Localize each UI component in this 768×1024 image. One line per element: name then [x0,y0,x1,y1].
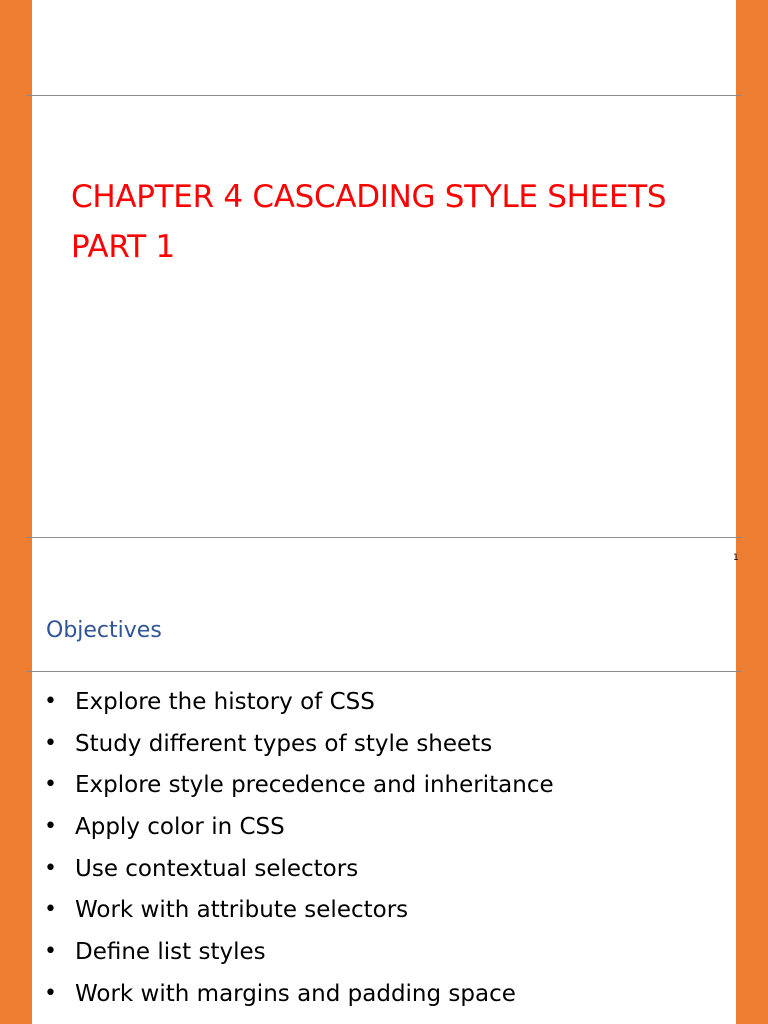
bullet-icon: • [44,730,57,756]
objectives-heading: Objectives [46,618,162,643]
slide-separator [26,537,742,538]
list-item-text: Work with margins and padding space [75,980,516,1007]
list-item [44,931,724,973]
objectives-list [44,681,724,1015]
bullet-icon: • [44,772,57,798]
right-orange-border [736,0,768,1024]
bullet-icon: • [44,689,57,714]
bullet-icon: • [44,939,57,965]
page-number: 1 [733,553,739,563]
list-item-text: Study different types of style sheets [75,730,493,757]
list-item-text: Work with attribute selectors [75,897,409,924]
bullet-icon: • [44,980,57,1006]
list-item [44,723,724,765]
top-divider [26,95,742,96]
list-item-text: Define list styles [75,939,266,966]
list-item [44,889,724,931]
list-item [44,764,724,806]
list-item [44,973,724,1015]
list-item [44,806,724,848]
bullet-icon: • [44,855,57,881]
list-item [44,848,724,890]
bullet-icon: • [44,897,57,923]
heading-divider [26,671,742,672]
list-item-text: Use contextual selectors [75,855,359,882]
list-item-text: Explore style precedence and inheritance [75,772,554,799]
list-item-text: Explore the history of CSS [75,689,375,715]
slide-1 [32,0,736,580]
slide-title: CHAPTER 4 CASCADING STYLE SHEETS PART 1 [71,179,667,265]
list-item [44,681,724,723]
list-item-text: Apply color in CSS [75,814,285,841]
bullet-icon: • [44,814,57,840]
left-orange-border [0,0,32,1024]
